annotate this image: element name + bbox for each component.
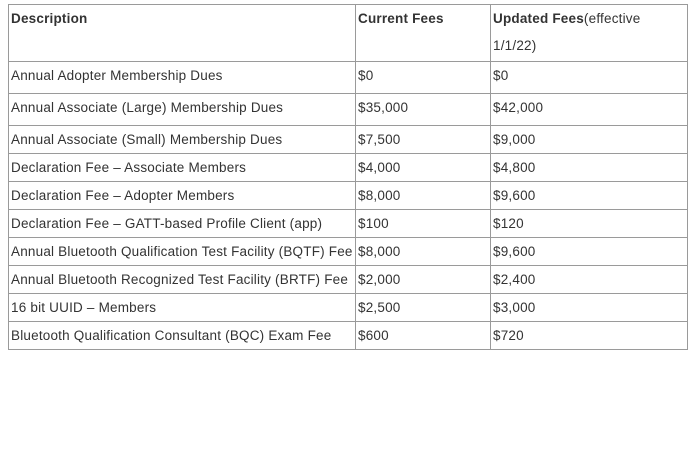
- table-row: [9, 210, 688, 238]
- table-row: [9, 266, 688, 294]
- row-description: Bluetooth Qualification Consultant (BQC) Exam Fee: [9, 322, 356, 350]
- row-updated-fee: $120: [491, 210, 688, 238]
- header-description: Description: [9, 5, 356, 62]
- row-current-fee: $2,000: [356, 266, 491, 294]
- fees-table: [8, 4, 688, 350]
- row-current-fee: $600: [356, 322, 491, 350]
- row-description: Declaration Fee – GATT-based Profile Client (app): [9, 210, 356, 238]
- row-updated-fee: $0: [491, 62, 688, 94]
- row-description: Declaration Fee – Adopter Members: [9, 182, 356, 210]
- row-current-fee: $2,500: [356, 294, 491, 322]
- row-description: 16 bit UUID – Members: [9, 294, 356, 322]
- row-updated-fee: $9,600: [491, 182, 688, 210]
- row-current-fee: $0: [356, 62, 491, 94]
- row-description: Annual Associate (Large) Membership Dues: [9, 94, 356, 126]
- table-row: [9, 62, 688, 94]
- row-current-fee: $35,000: [356, 94, 491, 126]
- row-description: Declaration Fee – Associate Members: [9, 154, 356, 182]
- row-description: Annual Bluetooth Qualification Test Facility (BQTF) Fee: [9, 238, 356, 266]
- row-description: Annual Adopter Membership Dues: [9, 62, 356, 94]
- table-row: [9, 322, 688, 350]
- row-updated-fee: $9,000: [491, 126, 688, 154]
- table-header-row: [9, 5, 688, 62]
- row-updated-fee: $720: [491, 322, 688, 350]
- table-row: [9, 238, 688, 266]
- row-current-fee: $7,500: [356, 126, 491, 154]
- row-description: Annual Associate (Small) Membership Dues: [9, 126, 356, 154]
- header-updated-fees: [491, 5, 688, 62]
- table-row: [9, 182, 688, 210]
- row-updated-fee: $9,600: [491, 238, 688, 266]
- row-updated-fee: $2,400: [491, 266, 688, 294]
- header-updated-fees-note: (effective 1/1/22): [493, 11, 641, 53]
- row-description: Annual Bluetooth Recognized Test Facility (BRTF) Fee: [9, 266, 356, 294]
- row-current-fee: $4,000: [356, 154, 491, 182]
- table-row: [9, 294, 688, 322]
- row-updated-fee: $4,800: [491, 154, 688, 182]
- row-current-fee: $100: [356, 210, 491, 238]
- table-row: [9, 126, 688, 154]
- row-updated-fee: $3,000: [491, 294, 688, 322]
- table-row: [9, 154, 688, 182]
- row-updated-fee: $42,000: [491, 94, 688, 126]
- table-row: [9, 94, 688, 126]
- header-updated-fees-label: Updated Fees: [493, 11, 584, 26]
- header-current-fees: Current Fees: [356, 5, 491, 62]
- row-current-fee: $8,000: [356, 182, 491, 210]
- row-current-fee: $8,000: [356, 238, 491, 266]
